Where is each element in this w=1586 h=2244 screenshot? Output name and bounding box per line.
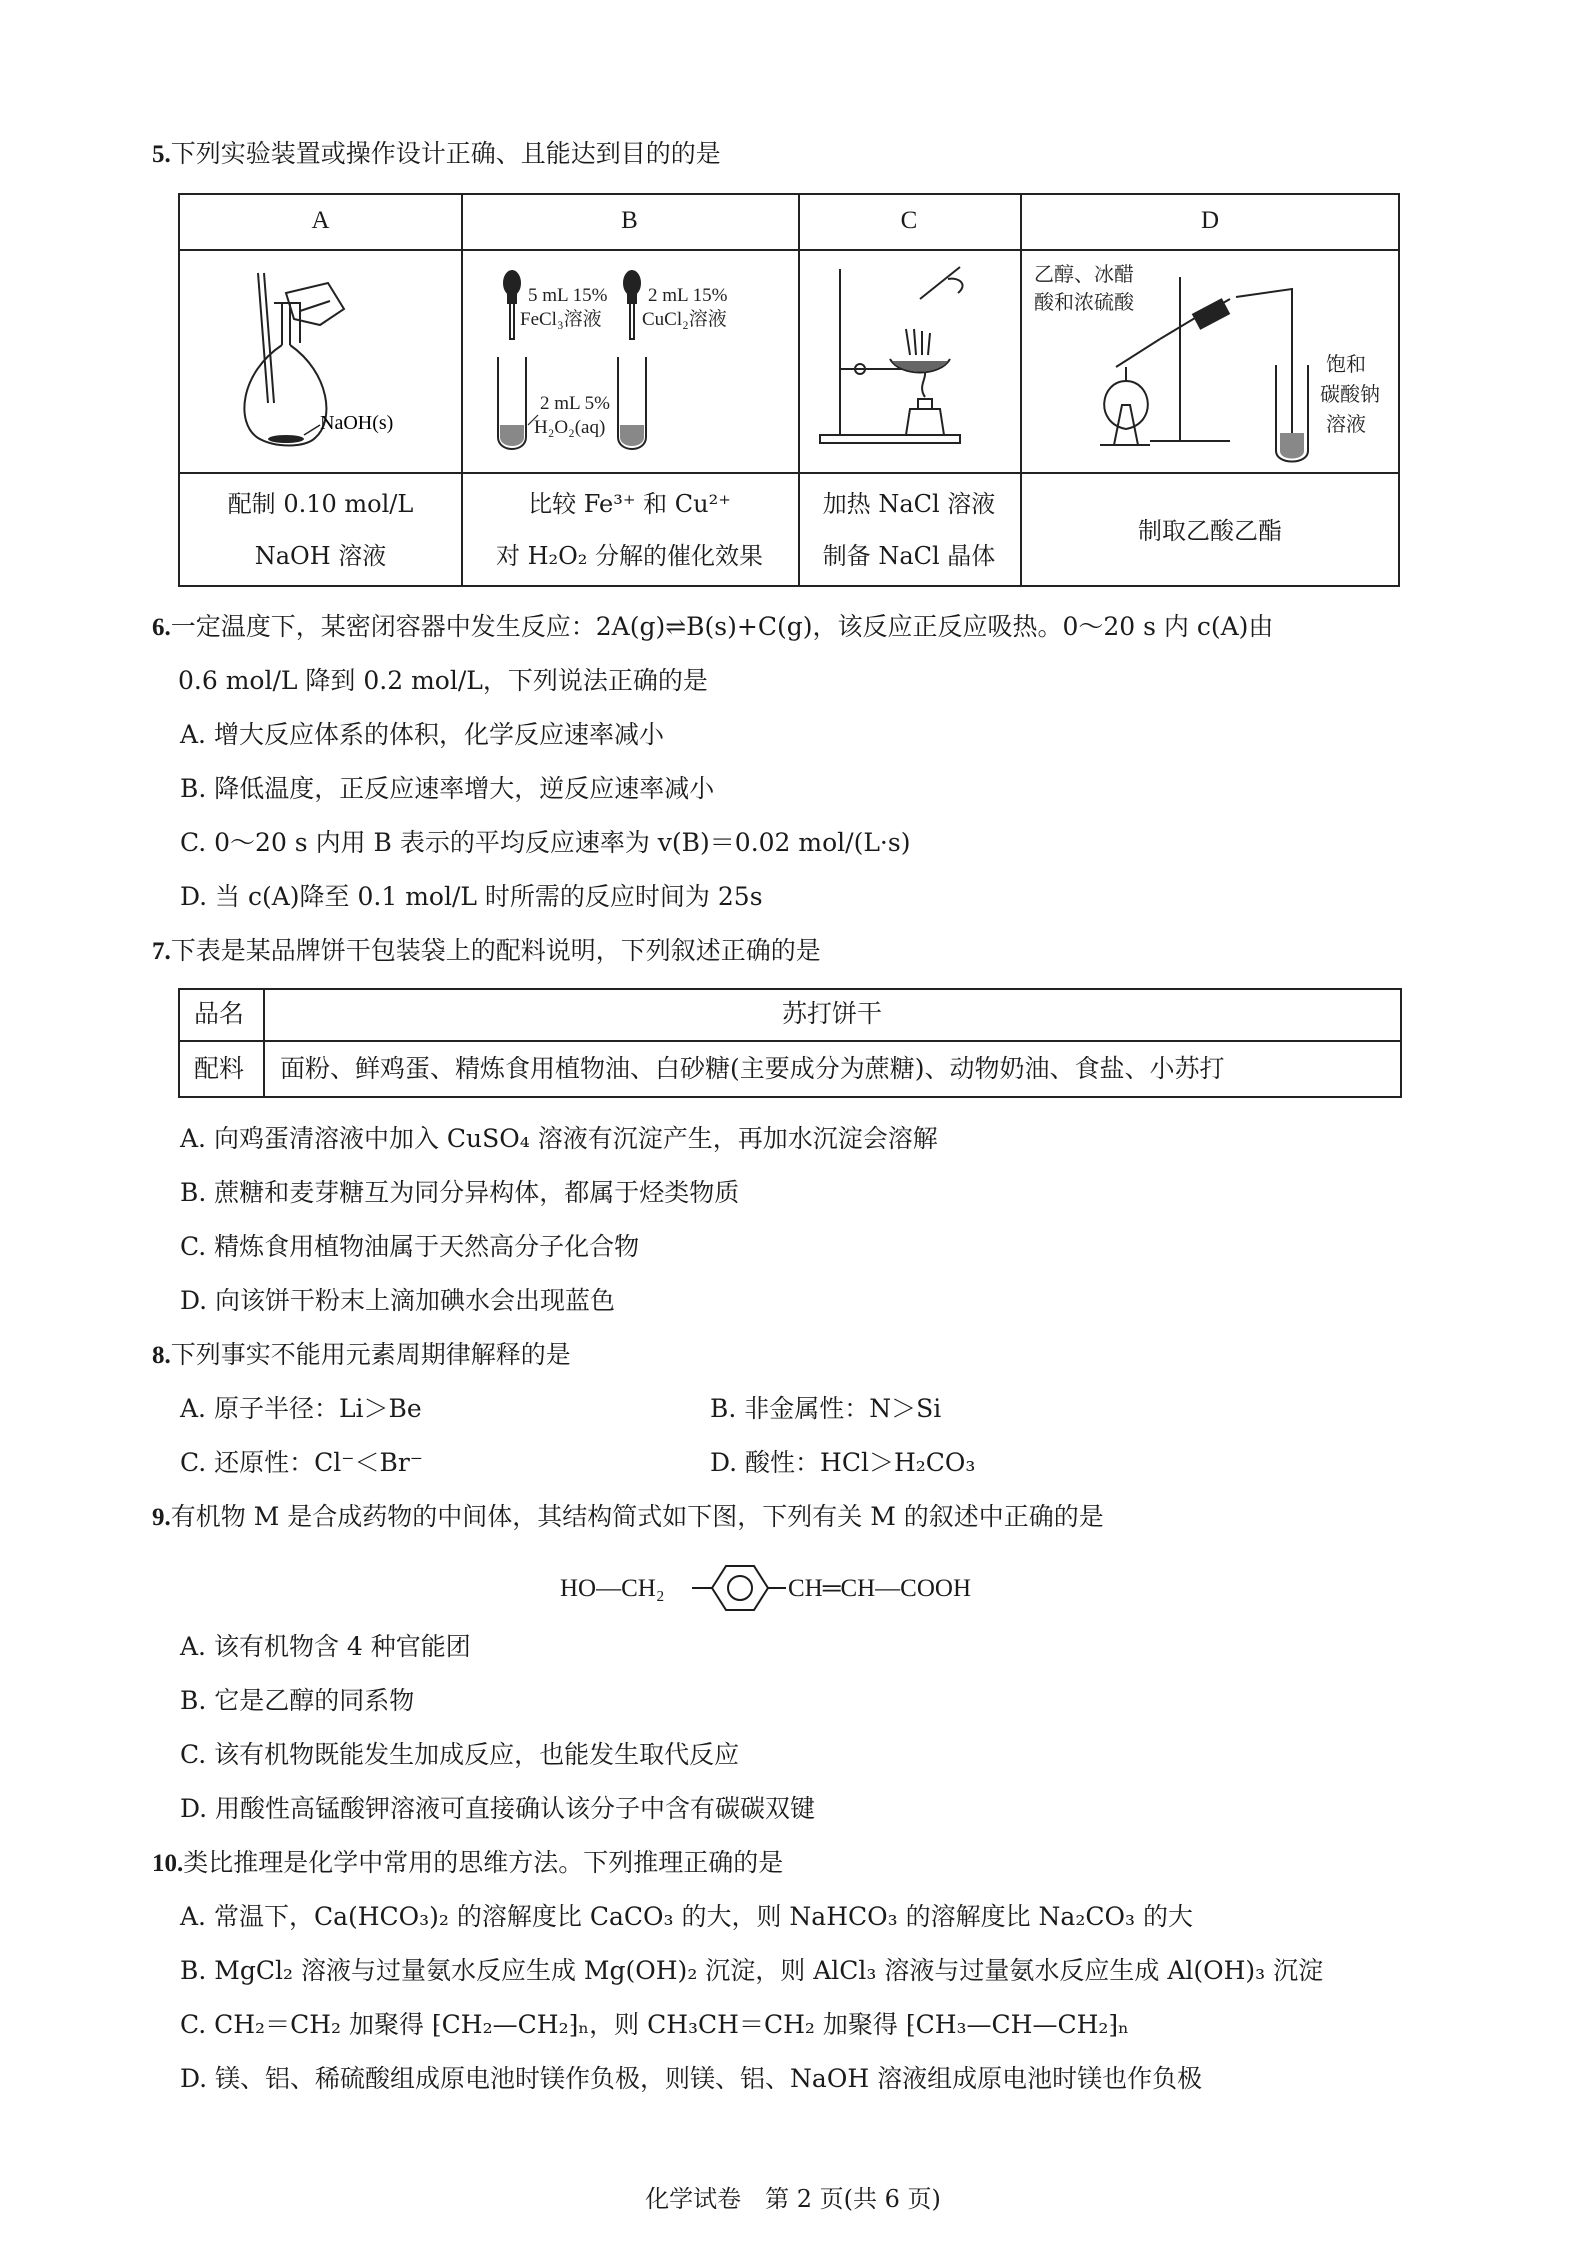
- q5-d-caption: 制取乙酸乙酯: [1138, 517, 1282, 545]
- naoh-label: NaOH(s): [320, 412, 394, 434]
- q7-option-b: B. 蔗糖和麦芽糖互为同分异构体，都属于烃类物质: [180, 1178, 740, 1207]
- q7-number: 7.: [152, 938, 171, 965]
- q10-option-a: A. 常温下，Ca(HCO₃)₂ 的溶解度比 CaCO₃ 的大，则 NaHCO₃ 的溶解度比 Na₂CO₃ 的大: [180, 1902, 1193, 1931]
- q5-stem: [152, 137, 721, 172]
- q9-struct-left: HO—CH₂: [560, 1575, 665, 1602]
- evaporation-apparatus-figure: [810, 259, 1010, 467]
- q5-b-caption-2: 对 H₂O₂ 分解的催化效果: [495, 542, 764, 570]
- q9-structural-formula: [560, 1558, 1040, 1618]
- q8-number: 8.: [152, 1342, 171, 1369]
- q10-option-d: D. 镁、铝、稀硫酸组成原电池时镁作负极，则镁、铝、NaOH 溶液组成原电池时镁也作负极: [180, 2064, 1203, 2093]
- q6-text-1: 一定温度下，某密闭容器中发生反应：2A(g)⇌B(s)+C(g)，该反应正反应吸热。0～20 s 内 c(A)由: [170, 612, 1274, 641]
- q6-option-c: C. 0～20 s 内用 B 表示的平均反应速率为 v(B)＝0.02 mol/(L·s): [180, 828, 911, 857]
- q5-header-d: D: [1200, 207, 1220, 234]
- q8-text: 下列事实不能用元素周期律解释的是: [170, 1340, 571, 1369]
- d-label-2c: 溶液: [1326, 412, 1366, 436]
- q5-text: 下列实验装置或操作设计正确、且能达到目的的是: [170, 139, 721, 168]
- q6-stem-line2: 0.6 mol/L 降到 0.2 mol/L，下列说法正确的是: [178, 666, 708, 695]
- q5-header-a: A: [311, 207, 330, 234]
- q5-number: 5.: [152, 141, 171, 168]
- q9-option-d: D. 用酸性高锰酸钾溶液可直接确认该分子中含有碳碳双键: [180, 1794, 816, 1823]
- d-label-2a: 饱和: [1326, 352, 1366, 376]
- q8-option-c: C. 还原性：Cl⁻＜Br⁻: [180, 1448, 423, 1477]
- q9-text: 有机物 M 是合成药物的中间体，其结构简式如下图，下列有关 M 的叙述中正确的是: [170, 1502, 1104, 1531]
- ester-apparatus-figure: [1030, 255, 1398, 469]
- q5-c-caption-2: 制备 NaCl 晶体: [822, 542, 996, 570]
- q7-row1-value: 苏打饼干: [781, 999, 882, 1028]
- q10-option-c: C. CH₂＝CH₂ 加聚得 ⁅CH₂—CH₂⁆ₙ，则 CH₃CH＝CH₂ 加聚得 ⁅CH₃—CH—CH₂⁆ₙ: [180, 2010, 1129, 2039]
- q8-stem: [152, 1338, 571, 1373]
- q6-number: 6.: [152, 614, 171, 641]
- q7-ingredients-table: [178, 988, 1402, 1098]
- q5-a-caption-1: 配制 0.10 mol/L: [227, 490, 414, 518]
- q6-option-a: A. 增大反应体系的体积，化学反应速率减小: [180, 720, 664, 749]
- q6-option-d: D. 当 c(A)降至 0.1 mol/L 时所需的反应时间为 25s: [180, 882, 763, 911]
- q10-number: 10.: [152, 1850, 184, 1877]
- q8-option-d: D. 酸性：HCl＞H₂CO₃: [710, 1448, 976, 1477]
- q7-option-a: A. 向鸡蛋清溶液中加入 CuSO₄ 溶液有沉淀产生，再加水沉淀会溶解: [180, 1124, 938, 1153]
- page-footer: 化学试卷 第 2 页(共 6 页): [645, 2185, 941, 2213]
- b-label-3b: H₂O₂(aq): [534, 417, 606, 438]
- b-label-3a: 2 mL 5%: [540, 393, 611, 414]
- q9-struct-right: CH═CH—COOH: [788, 1575, 972, 1602]
- q10-text: 类比推理是化学中常用的思维方法。下列推理正确的是: [183, 1848, 784, 1877]
- q6-stem-line1: [152, 610, 1273, 645]
- q10-stem: [152, 1846, 783, 1881]
- b-label-1a: 5 mL 15%: [528, 285, 608, 306]
- q7-stem: [152, 934, 821, 969]
- d-label-1b: 酸和浓硫酸: [1034, 290, 1134, 314]
- q7-text: 下表是某品牌饼干包装袋上的配料说明，下列叙述正确的是: [170, 936, 821, 965]
- q7-row2-label: 配料: [194, 1054, 245, 1083]
- q7-option-c: C. 精炼食用植物油属于天然高分子化合物: [180, 1232, 640, 1261]
- q5-header-c: C: [900, 207, 918, 234]
- q9-option-a: A. 该有机物含 4 种官能团: [180, 1632, 471, 1661]
- q5-c-caption-1: 加热 NaCl 溶液: [822, 490, 996, 518]
- q10-option-b: B. MgCl₂ 溶液与过量氨水反应生成 Mg(OH)₂ 沉淀，则 AlCl₃ 溶液与过量氨水反应生成 Al(OH)₃ 沉淀: [180, 1956, 1324, 1985]
- q8-option-a: A. 原子半径：Li＞Be: [180, 1394, 422, 1423]
- volumetric-flask-figure: [220, 263, 450, 463]
- q7-option-d: D. 向该饼干粉末上滴加碘水会出现蓝色: [180, 1286, 616, 1315]
- q5-b-caption-1: 比较 Fe³⁺ 和 Cu²⁺: [528, 490, 731, 518]
- q5-table: [178, 193, 1400, 587]
- q7-row2-value: 面粉、鲜鸡蛋、精炼食用植物油、白砂糖(主要成分为蔗糖)、动物奶油、食盐、小苏打: [280, 1054, 1225, 1083]
- b-label-1b: FeCl₃溶液: [520, 309, 602, 330]
- d-label-2b: 碳酸钠: [1320, 382, 1380, 406]
- b-label-2b: CuCl₂溶液: [642, 309, 727, 330]
- q8-option-b: B. 非金属性：N＞Si: [710, 1394, 942, 1423]
- q5-a-caption-2: NaOH 溶液: [254, 542, 387, 570]
- test-tubes-figure: [470, 257, 796, 469]
- q9-stem: [152, 1500, 1104, 1535]
- d-label-1a: 乙醇、冰醋: [1034, 262, 1134, 286]
- q7-row1-label: 品名: [194, 999, 245, 1028]
- q6-option-b: B. 降低温度，正反应速率增大，逆反应速率减小: [180, 774, 715, 803]
- q9-option-c: C. 该有机物既能发生加成反应，也能发生取代反应: [180, 1740, 740, 1769]
- b-label-2a: 2 mL 15%: [648, 285, 728, 306]
- q9-option-b: B. 它是乙醇的同系物: [180, 1686, 415, 1715]
- q5-header-b: B: [621, 207, 638, 234]
- q9-number: 9.: [152, 1504, 171, 1531]
